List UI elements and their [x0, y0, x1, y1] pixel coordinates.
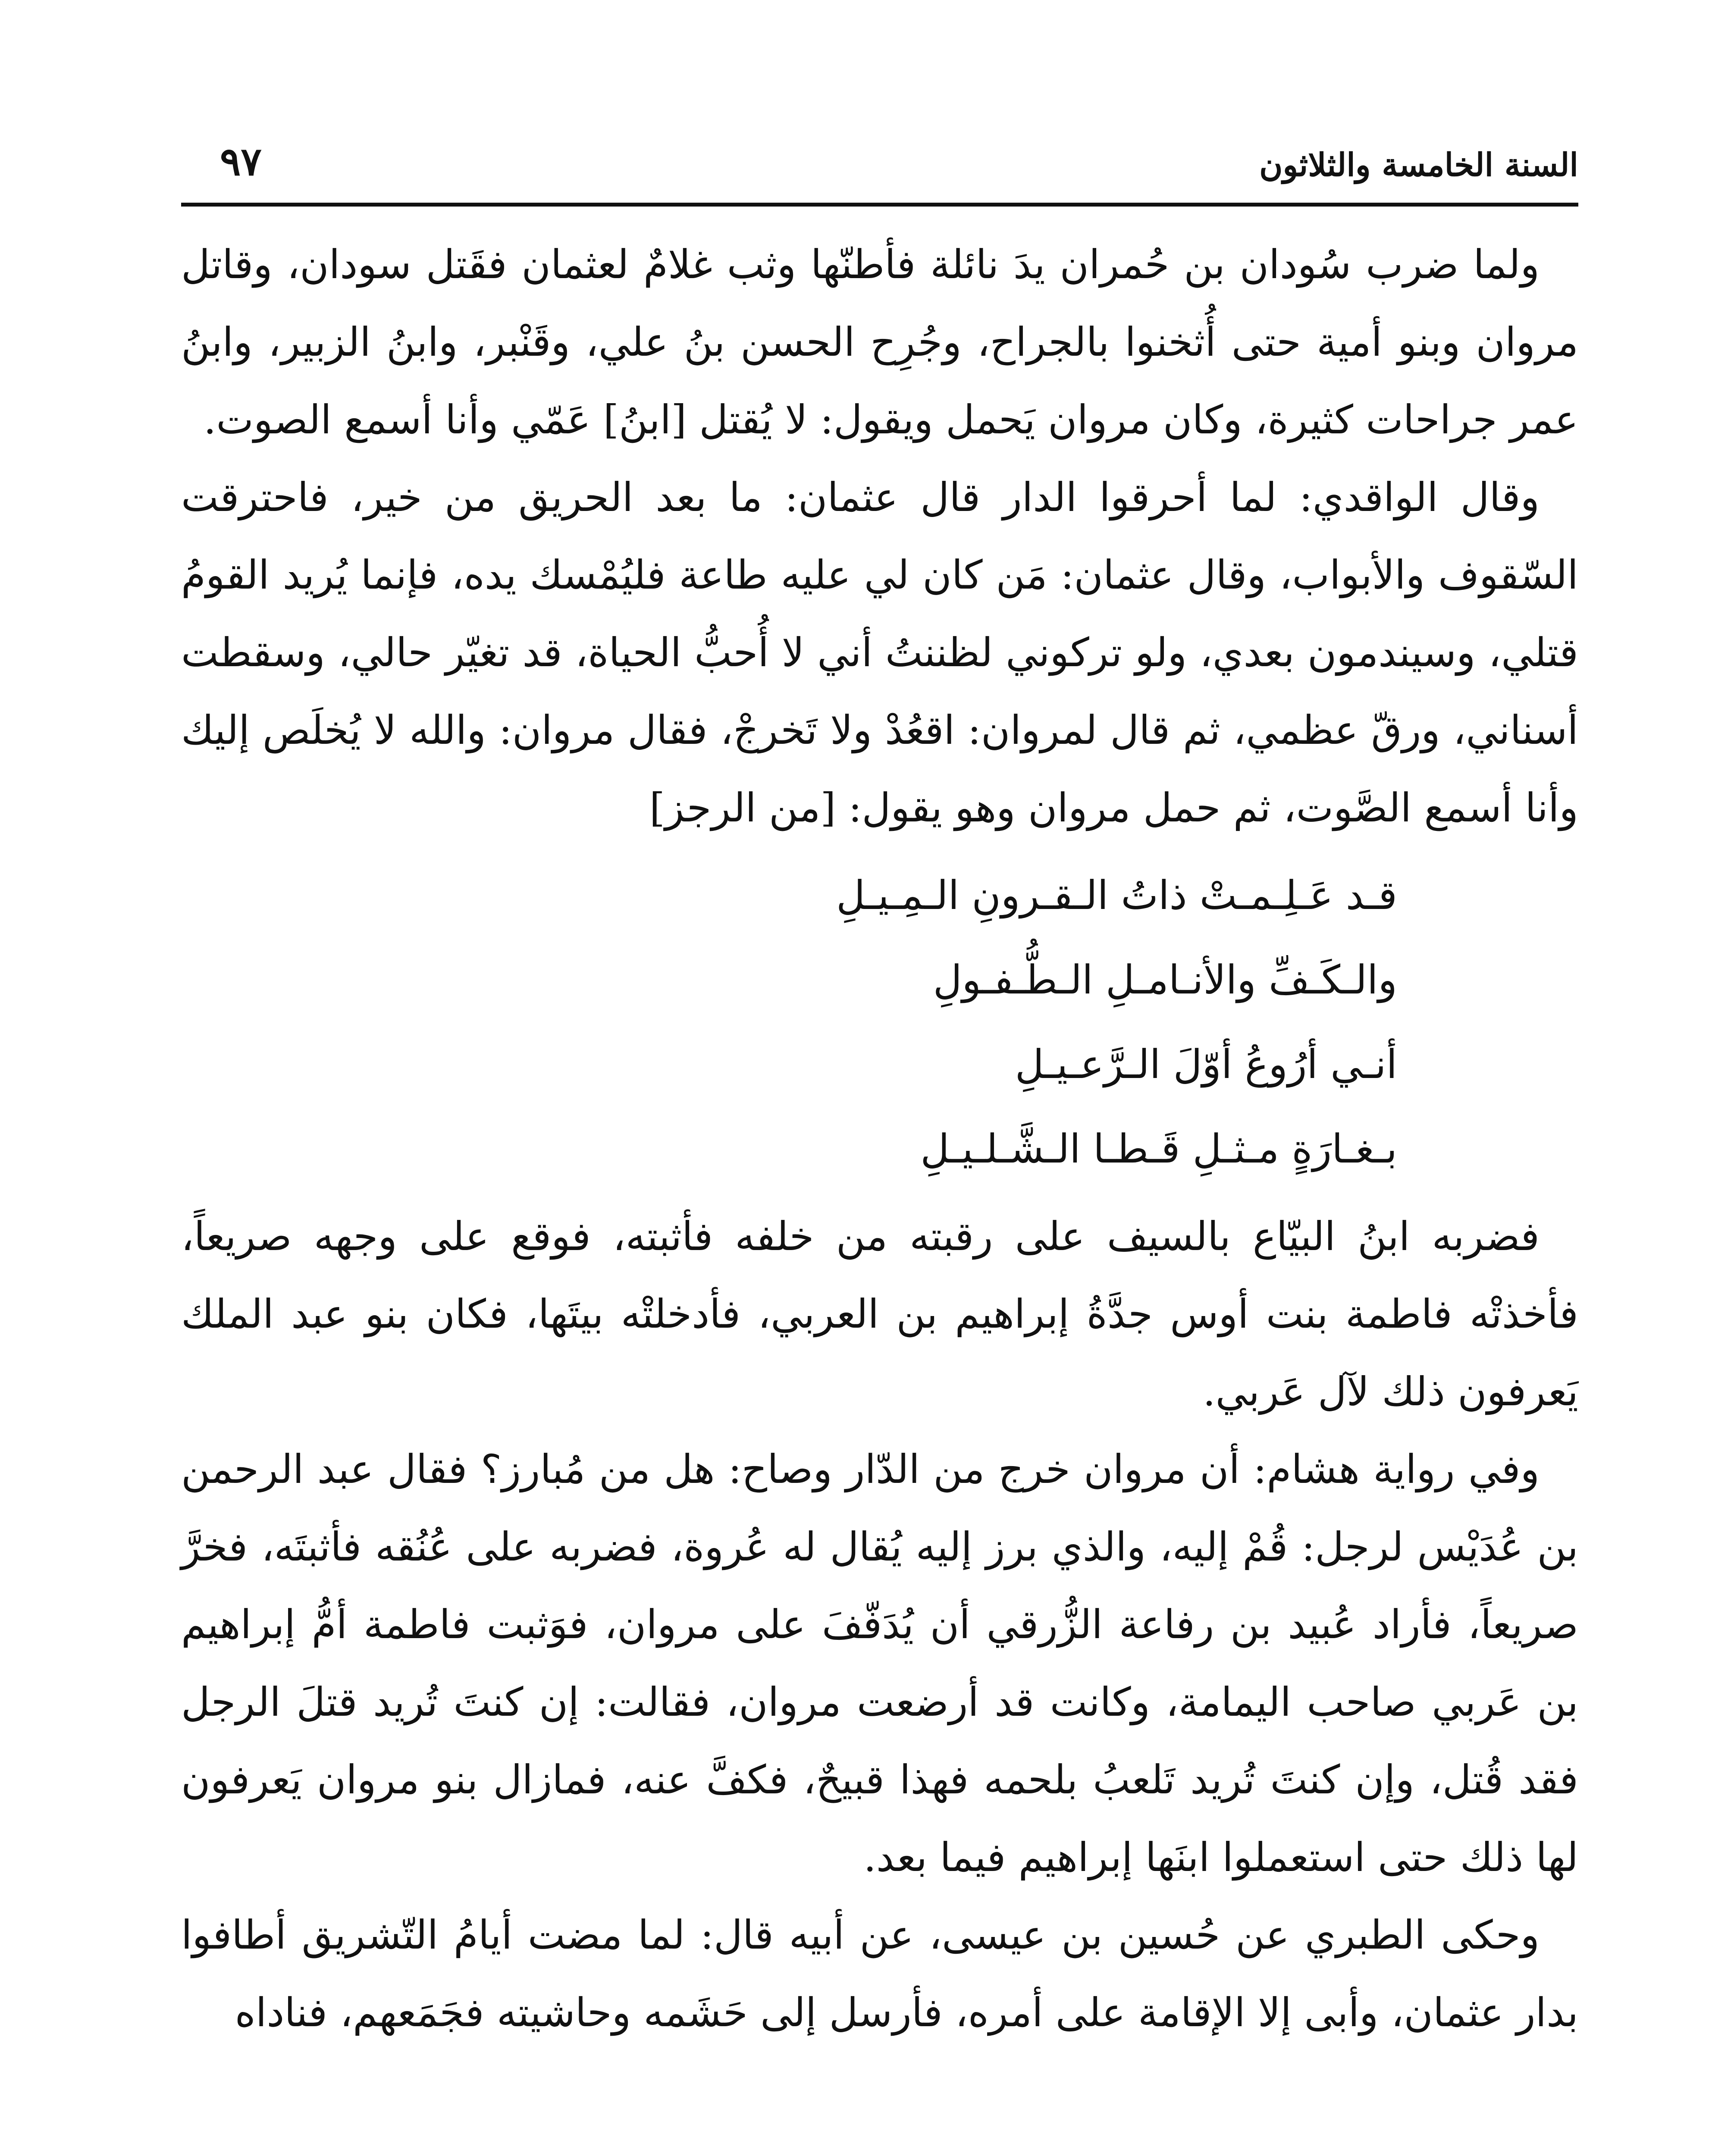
body-text: [181, 226, 1578, 2052]
page-number: ٩٧: [220, 139, 262, 185]
poem-verse: والـكَـفِّ والأنـامـلِ الـطُّـفـولِ: [933, 957, 1397, 1003]
paragraph: وفي رواية هشام: أن مروان خرج من الدّار وصاح: هل من مُبارز؟ فقال عبد الرحمن بن عُدَيْس لرجل: قُمْ إليه، والذي برز إليه يُقال له عُروة، فضربه على عُنُقه فأثبتَه، فخرَّ صريعاً، فأراد عُبيد بن رفاعة الزُّرقي أن يُدَفّفَ على مروان، فوَثبت فاطمة أمُّ إبراهيم بن عَربي صاحب اليمامة، وكانت قد أرضعت مروان، فقالت: إن كنتَ تُريد قتلَ الرجل فقد قُتل، وإن كنتَ تُريد تَلعبُ بلحمه فهذا قبيحٌ، فكفَّ عنه، فمازال بنو مروان يَعرفون لها ذلك حتى استعملوا ابنَها إبراهيم فيما بعد.: [181, 1446, 1578, 1880]
paragraph: وقال الواقدي: لما أحرقوا الدار قال عثمان: ما بعد الحريق من خير، فاحترقت السّقوف والأبواب، وقال عثمان: مَن كان لي عليه طاعة فليُمْسك يده، فإنما يُريد القومُ قتلي، وسيندمون بعدي، ولو تركوني لظننتُ أني لا أُحبُّ الحياة، قد تغيّر حالي، وسقطت أسناني، ورقّ عظمي، ثم قال لمروان: اقعُدْ ولا تَخرجْ، فقال مروان: والله لا يُخلَص إليك وأنا أسمع الصَّوت، ثم حمل مروان وهو يقول: [من الرجز]: [181, 474, 1578, 831]
poem-verse: قـد عَـلِـمـتْ ذاتُ الـقـرونِ الـمِـيـلِ: [836, 872, 1397, 918]
running-title: السنة الخامسة والثلاثون: [1259, 147, 1578, 184]
poem: [181, 853, 1578, 1191]
paragraph: ولما ضرب سُودان بن حُمران يدَ نائلة فأطنّها وثب غلامٌ لعثمان فقَتل سودان، وقاتل مروان وبنو أمية حتى أُثخنوا بالجراح، وجُرِح الحسن بنُ علي، وقَنْبر، وابنُ الزبير، وابنُ عمر جراحات كثيرة، وكان مروان يَحمل ويقول: لا يُقتل [ابنُ] عَمّي وأنا أسمع الصوت.: [181, 241, 1578, 443]
poem-verse: بـغـارَةٍ مـثـلِ قَـطـا الـشَّـلـيـلِ: [920, 1126, 1397, 1172]
page-header: [181, 129, 1578, 207]
book-page: [181, 129, 1578, 2156]
paragraph: فضربه ابنُ البيّاع بالسيف على رقبته من خلفه فأثبته، فوقع على وجهه صريعاً، فأخذتْه فاطمة بنت أوس جدَّةُ إبراهيم بن العربي، فأدخلتْه بيتَها، فكان بنو عبد الملك يَعرفون ذلك لآل عَربي.: [181, 1213, 1579, 1415]
poem-verse: أنـي أرُوعُ أوّلَ الـرَّعـيـلِ: [1015, 1041, 1397, 1087]
paragraph: وحكى الطبري عن حُسين بن عيسى، عن أبيه قال: لما مضت أيامُ التّشريق أطافوا بدار عثمان، وأبى إلا الإقامة على أمره، فأرسل إلى حَشَمه وحاشيته فجَمَعهم، فناداه: [181, 1912, 1578, 2036]
